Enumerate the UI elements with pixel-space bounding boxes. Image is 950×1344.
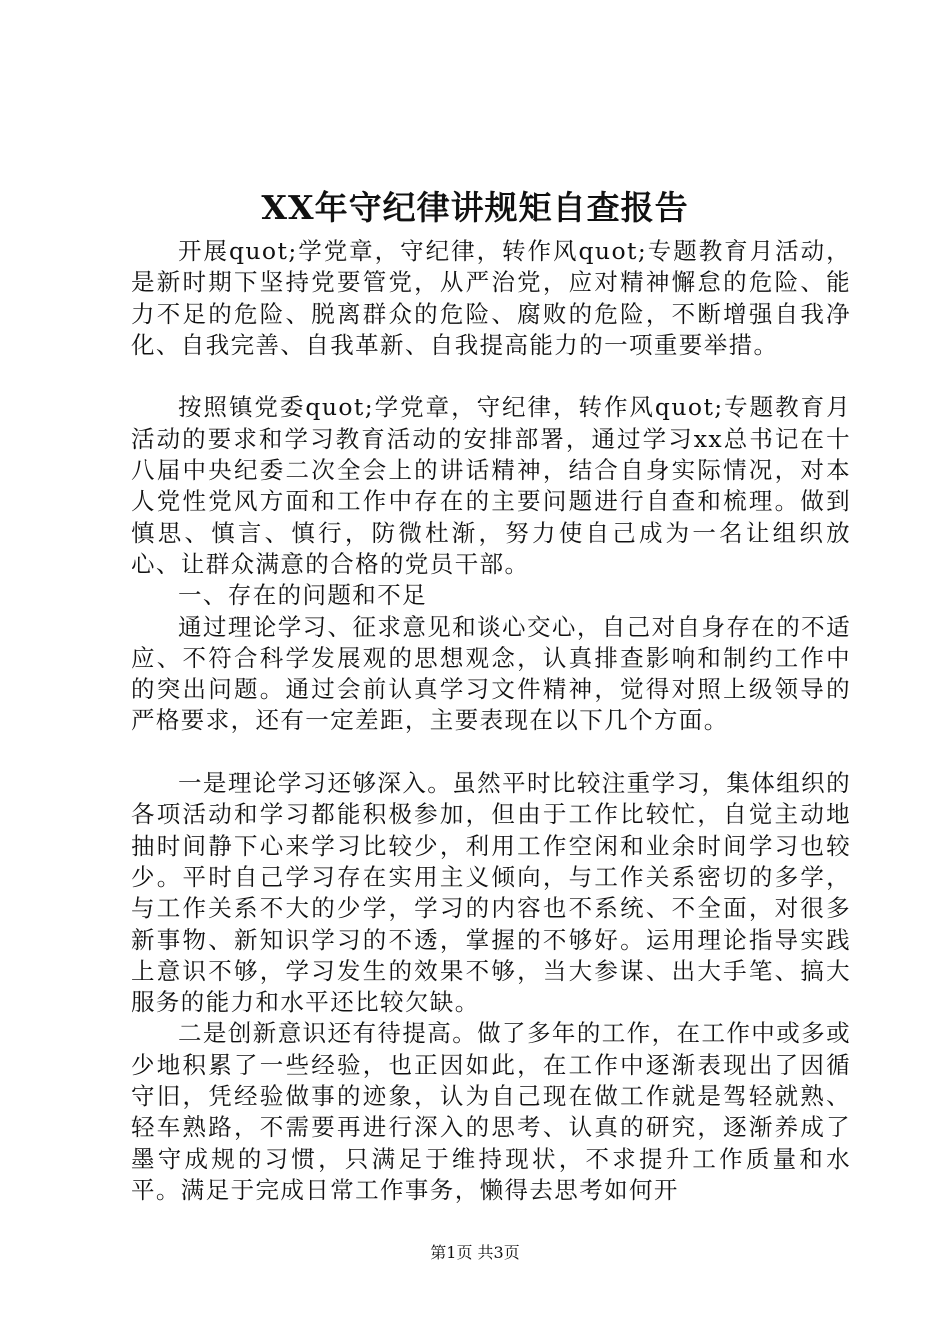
- paragraph-plan: 按照镇党委quot;学党章，守纪律，转作风quot;专题教育月活动的要求和学习教育活动的安排部署，通过学习xx总书记在十八届中央纪委二次全会上的讲话精神，结合自身实际情况，对本人党性党风方面和工作中存在的主要问题进行自查和梳理。做到慎思、慎言、慎行，防微杜渐，努力使自己成为一名让组织放心、让群众满意的合格的党员干部。: [131, 393, 851, 578]
- paragraph-intro: 开展quot;学党章，守纪律，转作风quot;专题教育月活动，是新时期下坚持党要管党，从严治党，应对精神懈怠的危险、能力不足的危险、脱离群众的危险、腐败的危险，不断增强自我净化、自我完善、自我革新、自我提高能力的一项重要举措。: [131, 237, 851, 359]
- paragraph-problem-one: 一是理论学习还够深入。虽然平时比较注重学习，集体组织的各项活动和学习都能积极参加，但由于工作比较忙，自觉主动地抽时间静下心来学习比较少，利用工作空闲和业余时间学习也较少。平时自己学习存在实用主义倾向，与工作关系密切的多学，与工作关系不大的少学，学习的内容也不系统、不全面，对很多新事物、新知识学习的不透，掌握的不够好。运用理论指导实践上意识不够，学习发生的效果不够，当大参谋、出大手笔、搞大服务的能力和水平还比较欠缺。: [131, 769, 851, 1017]
- paragraph-gap: [131, 737, 851, 768]
- paragraph-problems-overview: 通过理论学习、征求意见和谈心交心，自己对自身存在的不适应、不符合科学发展观的思想观念，认真排查影响和制约工作中的突出问题。通过会前认真学习文件精神，觉得对照上级领导的严格要求，还有一定差距，主要表现在以下几个方面。: [131, 612, 851, 735]
- document-body: [131, 236, 851, 1206]
- section-heading-problems: 一、存在的问题和不足: [178, 581, 427, 610]
- paragraph-problem-two: 二是创新意识还有待提高。做了多年的工作，在工作中或多或少地积累了一些经验，也正因如此，在工作中逐渐表现出了因循守旧，凭经验做事的迹象，认为自己现在做工作就是驾轻就熟、轻车熟路，不需要再进行深入的思考、认真的研究，逐渐养成了墨守成规的习惯，只满足于维持现状，不求提升工作质量和水平。满足于完成日常工作事务，懒得去思考如何开: [131, 1019, 851, 1204]
- document-title: XX年守纪律讲规矩自查报告: [261, 188, 689, 227]
- paragraph-gap: [131, 361, 851, 392]
- page-footer: 第1页 共3页: [430, 1243, 520, 1262]
